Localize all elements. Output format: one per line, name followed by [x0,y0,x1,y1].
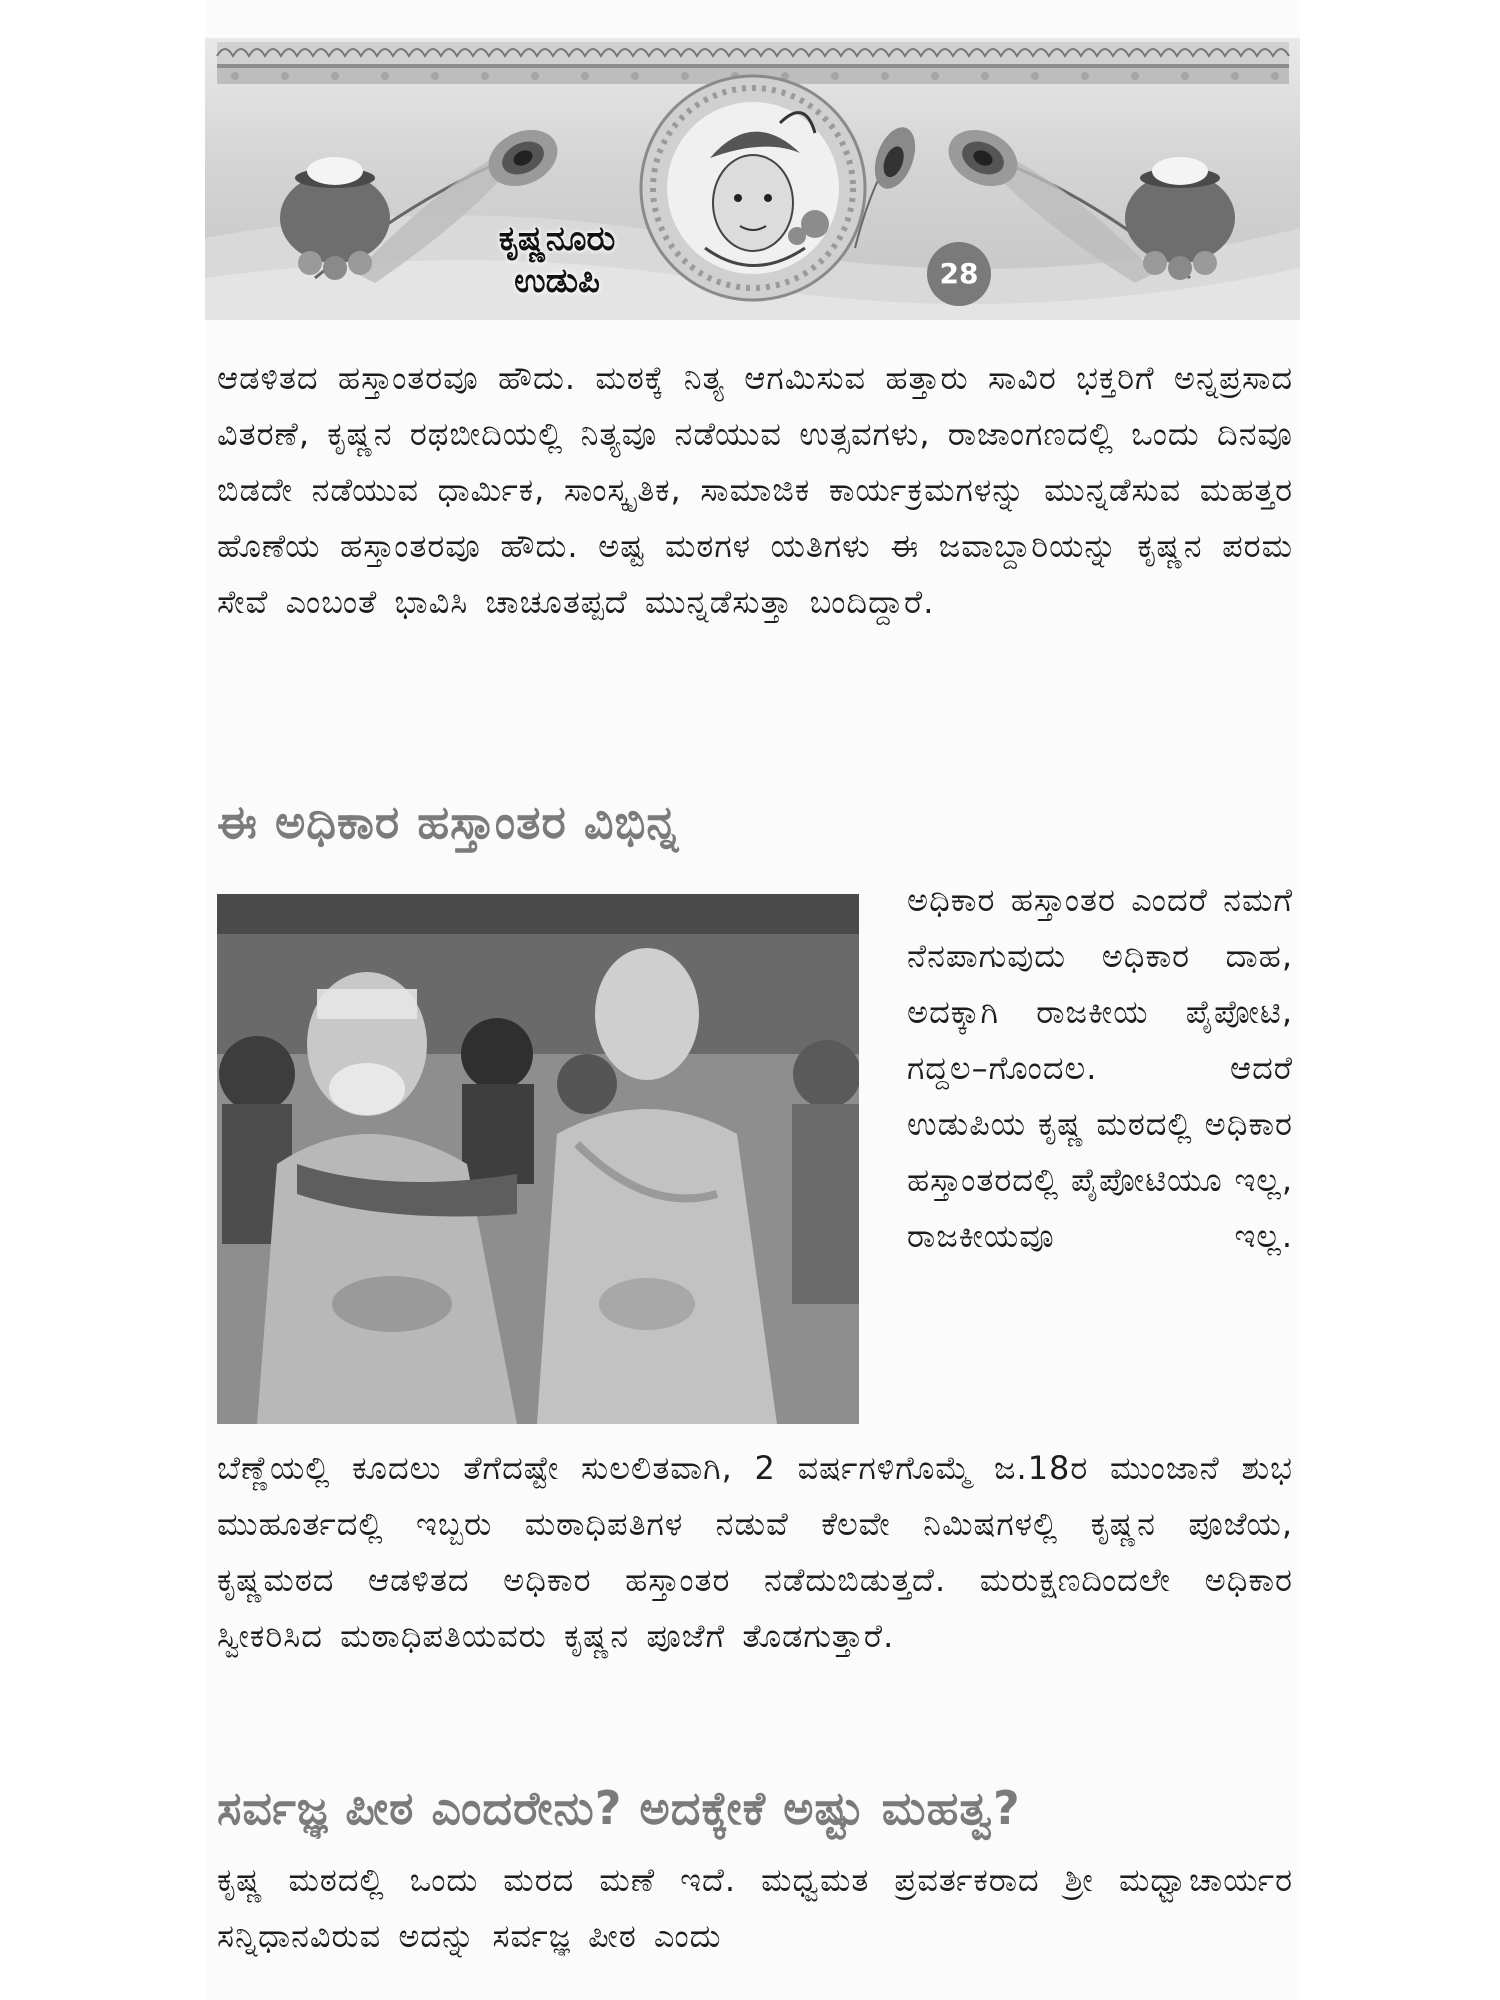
section-heading-2: ಸರ್ವಜ್ಞ ಪೀಠ ಎಂದರೇನು? ಅದಕ್ಕೇಕೆ ಅಷ್ಟು ಮಹತ್ವ? [217,1781,1021,1835]
page-number-badge: 28 [927,242,991,306]
banner-title [467,218,647,302]
photo-two-monks [217,894,859,1424]
paragraph-3: ಕೃಷ್ಣ ಮಠದಲ್ಲಿ ಒಂದು ಮರದ ಮಣೆ ಇದೆ. ಮಧ್ವಮತ ಪ್ರವರ್ತಕರಾದ ಶ್ರೀ ಮಧ್ವಾಚಾರ್ಯರ ಸನ್ನಿಧಾನವಿರುವ ಅದನ್ನು ಸರ್ವಜ್ಞ ಪೀಠ ಎಂದು [217,1861,1293,1955]
magazine-page [205,0,1300,2000]
photo-side-text: ಅಧಿಕಾರ ಹಸ್ತಾಂತರ ಎಂದರೆ ನಮಗೆ ನೆನಪಾಗುವುದು ಅಧಿಕಾರ ದಾಹ, ಅದಕ್ಕಾಗಿ ರಾಜಕೀಯ ಪೈಪೋಟಿ, ಗದ್ದಲ–ಗೊಂದಲ. ಆದರೆ ಉಡುಪಿಯ ಕೃಷ್ಣ ಮಠದಲ್ಲಿ ಅಧಿಕಾರ ಹಸ್ತಾಂತರದಲ್ಲಿ ಪೈಪೋಟಿಯೂ ಇಲ್ಲ, ರಾಜಕೀಯವೂ ಇಲ್ಲ. [907,881,1293,1255]
krishna-medallion-icon [641,76,865,300]
banner-artwork [205,38,1300,320]
monks-photo-image [217,894,859,1424]
paragraph-1: ಆಡಳಿತದ ಹಸ್ತಾಂತರವೂ ಹೌದು. ಮಠಕ್ಕೆ ನಿತ್ಯ ಆಗಮಿಸುವ ಹತ್ತಾರು ಸಾವಿರ ಭಕ್ತರಿಗೆ ಅನ್ನಪ್ರಸಾದ ವಿತರಣೆ, ಕೃಷ್ಣನ ರಥಬೀದಿಯಲ್ಲಿ ನಿತ್ಯವೂ ನಡೆಯುವ ಉತ್ಸವಗಳು, ರಾಜಾಂಗಣದಲ್ಲಿ ಒಂದು ದಿನವೂ ಬಿಡದೇ ನಡೆಯುವ ಧಾರ್ಮಿಕ, ಸಾಂಸ್ಕೃತಿಕ, ಸಾಮಾಜಿಕ ಕಾರ್ಯಕ್ರಮಗಳನ್ನು ಮುನ್ನಡೆಸುವ ಮಹತ್ತರ ಹೊಣೆಯ ಹಸ್ತಾಂತರವೂ ಹೌದು. ಅಷ್ಟ ಮಠಗಳ ಯತಿಗಳು ಈ ಜವಾಬ್ದಾರಿಯನ್ನು ಕೃಷ್ಣನ ಪರಮ ಸೇವೆ ಎಂಬಂತೆ ಭಾವಿಸಿ ಚಾಚೂತಪ್ಪದೆ ಮುನ್ನಡೆಸುತ್ತಾ ಬಂದಿದ್ದಾರೆ. [217,359,1293,621]
page-banner [205,38,1300,320]
paragraph-2: ಬೆಣ್ಣೆಯಲ್ಲಿ ಕೂದಲು ತೆಗೆದಷ್ಟೇ ಸುಲಲಿತವಾಗಿ, 2 ವರ್ಷಗಳಿಗೊಮ್ಮೆ ಜ.18ರ ಮುಂಜಾನೆ ಶುಭ ಮುಹೂರ್ತದಲ್ಲಿ ಇಬ್ಬರು ಮಠಾಧಿಪತಿಗಳ ನಡುವೆ ಕೆಲವೇ ನಿಮಿಷಗಳಲ್ಲಿ ಕೃಷ್ಣನ ಪೂಜೆಯ, ಕೃಷ್ಣಮಠದ ಆಡಳಿತದ ಅಧಿಕಾರ ಹಸ್ತಾಂತರ ನಡೆದುಬಿಡುತ್ತದೆ. ಮರುಕ್ಷಣದಿಂದಲೇ ಅಧಿಕಾರ ಸ್ವೀಕರಿಸಿದ ಮಠಾಧಿಪತಿಯವರು ಕೃಷ್ಣನ ಪೂಜೆಗೆ ತೊಡಗುತ್ತಾರೆ. [217,1449,1293,1655]
banner-title-line2: ಉಡುಪಿ [514,261,600,301]
banner-title-line1: ಕೃಷ್ಣನೂರು [498,219,616,259]
section-heading-1: ಈ ಅಧಿಕಾರ ಹಸ್ತಾಂತರ ವಿಭಿನ್ನ [217,795,680,849]
